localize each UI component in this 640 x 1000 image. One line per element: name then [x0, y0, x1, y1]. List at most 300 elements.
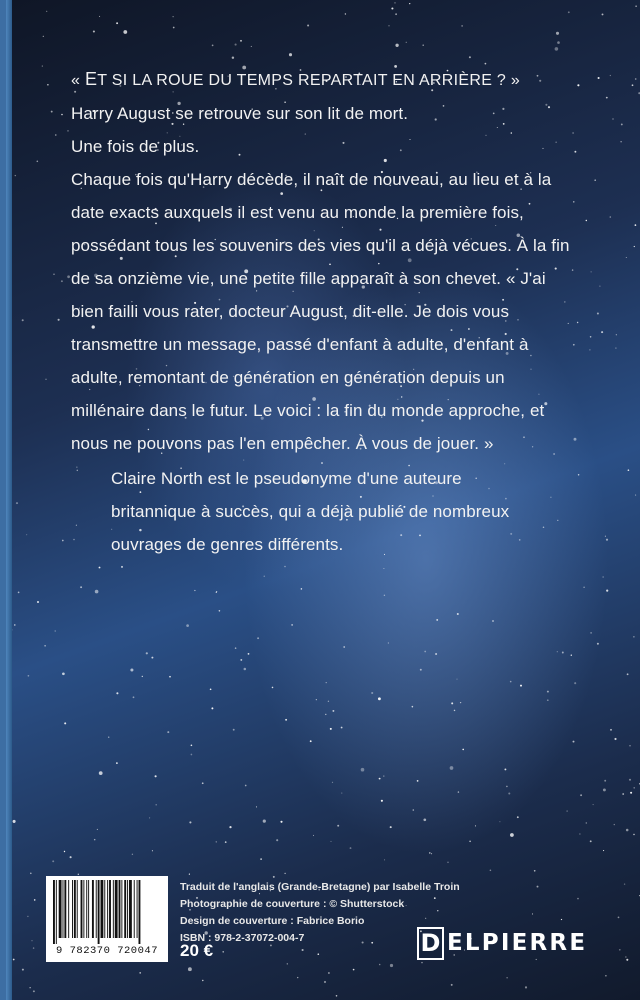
- star: [324, 981, 326, 983]
- star: [285, 719, 287, 721]
- star: [409, 3, 410, 4]
- star: [211, 707, 213, 709]
- star: [58, 319, 60, 321]
- star: [61, 280, 63, 282]
- star: [194, 590, 195, 591]
- star: [32, 940, 33, 941]
- star: [567, 811, 568, 812]
- star: [310, 740, 312, 742]
- star: [417, 780, 419, 782]
- star: [627, 673, 629, 675]
- star: [460, 702, 461, 703]
- star: [53, 274, 54, 275]
- star: [62, 672, 65, 675]
- star: [343, 646, 345, 648]
- star: [615, 347, 616, 348]
- star: [378, 697, 381, 700]
- star: [610, 216, 612, 218]
- star: [67, 275, 70, 278]
- star: [97, 829, 98, 830]
- star: [604, 780, 606, 782]
- star: [605, 975, 607, 977]
- star: [263, 820, 266, 823]
- star: [149, 817, 150, 818]
- star: [598, 77, 600, 79]
- star: [272, 687, 274, 689]
- star: [76, 525, 77, 526]
- star: [633, 636, 635, 638]
- star: [590, 840, 592, 842]
- star: [619, 949, 621, 951]
- star: [635, 78, 637, 80]
- barcode-bar: [109, 880, 111, 938]
- barcode-bar: [68, 880, 69, 938]
- star: [634, 246, 635, 247]
- star: [245, 785, 247, 787]
- star: [632, 84, 634, 86]
- star: [33, 990, 35, 992]
- barcode-bar: [96, 880, 97, 938]
- star: [216, 592, 217, 593]
- star: [73, 539, 75, 541]
- star: [458, 791, 459, 792]
- star: [431, 853, 432, 854]
- star: [55, 134, 56, 135]
- star: [14, 624, 15, 625]
- star: [603, 576, 604, 577]
- star: [601, 331, 603, 333]
- star: [76, 467, 77, 468]
- barcode-bar: [53, 880, 55, 944]
- star: [586, 220, 587, 221]
- cover-edge-strip: [6, 0, 12, 1000]
- barcode-bar: [63, 880, 64, 938]
- star: [42, 66, 43, 67]
- barcode-bar: [113, 880, 114, 938]
- barcode-bar: [77, 880, 78, 938]
- star: [15, 175, 16, 176]
- star: [525, 986, 527, 988]
- star: [70, 856, 72, 858]
- star: [316, 699, 317, 700]
- star: [413, 809, 415, 811]
- star: [139, 972, 141, 974]
- star: [240, 659, 242, 661]
- star: [629, 745, 630, 746]
- star: [132, 854, 133, 855]
- star: [27, 916, 28, 917]
- star: [77, 470, 78, 471]
- star: [326, 682, 327, 683]
- star: [99, 771, 103, 775]
- star: [574, 682, 576, 684]
- star: [46, 11, 47, 12]
- star: [534, 870, 536, 872]
- star: [34, 899, 36, 901]
- star: [583, 587, 585, 589]
- star: [317, 953, 319, 955]
- star: [188, 967, 192, 971]
- star: [307, 24, 309, 26]
- star: [260, 858, 262, 860]
- star: [33, 947, 34, 948]
- star: [169, 676, 171, 678]
- author-bio: [111, 462, 551, 561]
- barcode-bar: [72, 880, 73, 938]
- star: [388, 642, 389, 643]
- star: [212, 45, 214, 47]
- barcode-bar: [129, 880, 132, 938]
- star: [297, 977, 298, 978]
- star: [556, 32, 559, 35]
- star: [618, 917, 620, 919]
- publisher-logo-text: ELPIERRE: [447, 930, 588, 956]
- star: [264, 576, 265, 577]
- star: [391, 7, 393, 9]
- star: [189, 874, 190, 875]
- star: [146, 652, 148, 654]
- star: [384, 595, 385, 596]
- star: [142, 676, 143, 677]
- barcode-bar: [98, 880, 100, 944]
- star: [510, 681, 512, 683]
- star: [490, 870, 492, 872]
- barcode-bar: [86, 880, 87, 938]
- star: [47, 84, 49, 86]
- star: [276, 839, 278, 841]
- star: [506, 786, 508, 788]
- star: [291, 624, 293, 626]
- barcode-bar: [92, 880, 94, 938]
- star: [547, 691, 549, 693]
- star: [628, 469, 630, 471]
- star: [289, 53, 292, 56]
- star: [225, 841, 227, 843]
- star: [330, 728, 332, 730]
- star: [52, 860, 54, 862]
- star: [130, 668, 133, 671]
- star: [155, 775, 157, 777]
- star: [210, 688, 212, 690]
- star: [191, 744, 193, 746]
- barcode-bar: [64, 880, 66, 938]
- star: [395, 44, 398, 47]
- star: [621, 123, 623, 125]
- star: [411, 706, 413, 708]
- star: [244, 668, 247, 671]
- star: [577, 898, 579, 900]
- price: 20 €: [180, 941, 214, 960]
- star: [313, 835, 314, 836]
- barcode-bar: [139, 880, 141, 944]
- star: [562, 652, 564, 654]
- author-bio-text: Claire North est le pseudonyme d'une auteure britannique à succès, qui a déjà publié de nombreux ouvrages de genres différents.: [111, 469, 510, 554]
- star: [454, 710, 456, 712]
- star: [591, 271, 592, 272]
- star: [622, 793, 624, 795]
- star: [599, 286, 600, 287]
- star: [614, 824, 615, 825]
- star: [379, 964, 381, 966]
- star: [26, 534, 27, 535]
- barcode-bar: [88, 880, 89, 938]
- star: [332, 710, 334, 712]
- credit-isbn: ISBN : 978-2-37072-004-7: [180, 932, 305, 944]
- blurb: [71, 63, 581, 460]
- credit-photo: Photographie de couverture : © Shutterstock: [180, 898, 405, 910]
- star: [557, 41, 560, 44]
- star: [280, 821, 282, 823]
- barcode-bar: [59, 880, 62, 938]
- star: [94, 839, 96, 841]
- star: [406, 42, 407, 43]
- star: [390, 826, 392, 828]
- star: [167, 731, 169, 733]
- publisher-logo: [417, 925, 587, 961]
- star: [123, 30, 127, 34]
- star: [557, 520, 558, 521]
- star: [435, 653, 437, 655]
- star: [557, 651, 558, 652]
- star: [384, 859, 385, 860]
- star: [492, 620, 494, 622]
- star: [504, 768, 506, 770]
- star: [186, 624, 189, 627]
- star: [235, 44, 237, 46]
- star: [330, 841, 331, 842]
- barcode-bar: [124, 880, 126, 938]
- star: [633, 834, 634, 835]
- publisher-logo-letter: D: [417, 927, 444, 960]
- star: [191, 754, 193, 756]
- star: [606, 590, 608, 592]
- tagline: « ET SI LA ROUE DU TEMPS REPARTAIT EN ARRIÈRE ? »: [71, 69, 521, 89]
- star: [61, 114, 63, 116]
- star: [532, 913, 533, 914]
- star: [248, 653, 250, 655]
- star: [30, 987, 31, 988]
- star: [603, 788, 606, 791]
- star: [45, 379, 46, 380]
- star: [606, 97, 608, 99]
- star: [462, 749, 464, 751]
- star: [251, 46, 252, 47]
- star: [287, 963, 288, 964]
- star: [547, 699, 549, 701]
- star: [594, 179, 596, 181]
- star: [189, 821, 191, 823]
- star: [37, 161, 39, 163]
- barcode-bar: [115, 880, 118, 938]
- star: [589, 349, 590, 350]
- star: [625, 956, 626, 957]
- star: [371, 692, 373, 694]
- star: [626, 959, 628, 961]
- star: [202, 980, 203, 981]
- star: [395, 13, 397, 15]
- star: [450, 766, 454, 770]
- star: [233, 729, 235, 731]
- star: [379, 778, 381, 780]
- barcode-bar: [81, 880, 83, 938]
- star: [284, 566, 286, 568]
- star: [51, 111, 53, 113]
- star: [457, 613, 459, 615]
- star: [332, 782, 333, 783]
- star: [64, 851, 65, 852]
- star: [345, 13, 346, 14]
- star: [635, 495, 636, 496]
- star: [508, 792, 510, 794]
- star: [517, 816, 519, 818]
- barcode-bar: [137, 880, 138, 938]
- star: [610, 75, 611, 76]
- star: [13, 820, 16, 823]
- star: [202, 782, 204, 784]
- star: [624, 883, 625, 884]
- star: [568, 11, 570, 13]
- star: [590, 336, 592, 338]
- star: [28, 675, 30, 677]
- star: [219, 610, 221, 612]
- star: [108, 736, 109, 737]
- star: [80, 586, 82, 588]
- star: [510, 833, 514, 837]
- star: [173, 27, 175, 29]
- blurb-paragraph: Chaque fois qu'Harry décède, il naît de nouveau, au lieu et à la date exacts auxquels il est venu au monde la première fois, possédant tous les souvenirs des vies qu'il a déjà vécues. À la fin de sa onzième vie, une petite fille apparaît à son chevet. « J'ai bien failli vous rater, docteur August, dit-elle. Je dois vous transmettre un message, passé d'enfant à adulte, d'enfant à adulte, remontant de génération en génération depuis un millénaire dans le futur. Le voici : la fin du monde approche, et nous ne pouvons pas l'en empêcher. À vous de jouer. »: [71, 170, 570, 453]
- star: [353, 969, 355, 971]
- star: [421, 962, 422, 963]
- star: [626, 829, 629, 832]
- star: [451, 702, 453, 704]
- star: [301, 588, 303, 590]
- star: [469, 840, 471, 842]
- star: [302, 949, 304, 951]
- star: [390, 964, 393, 967]
- star: [537, 886, 539, 888]
- star: [99, 567, 101, 569]
- star: [635, 5, 636, 6]
- star: [394, 2, 395, 3]
- barcode-bar: [134, 880, 135, 938]
- star: [436, 619, 438, 621]
- star: [614, 738, 616, 740]
- star: [30, 873, 32, 875]
- star: [597, 643, 599, 645]
- star: [229, 826, 231, 828]
- star: [99, 16, 100, 17]
- credit-translation: Traduit de l'anglais (Grande-Bretagne) par Isabelle Troin: [180, 881, 460, 893]
- star: [152, 850, 153, 851]
- star: [429, 852, 431, 854]
- barcode-bar: [74, 880, 76, 938]
- star: [586, 822, 587, 823]
- star: [232, 56, 234, 58]
- barcode-bar: [121, 880, 122, 938]
- star: [325, 714, 326, 715]
- barcode-bar: [101, 880, 104, 938]
- star: [116, 22, 118, 24]
- barcode-bar: [83, 880, 84, 938]
- star: [257, 637, 259, 639]
- star: [383, 568, 384, 569]
- star: [555, 47, 559, 51]
- star: [337, 825, 339, 827]
- star: [388, 25, 389, 26]
- barcode-bar: [104, 880, 105, 938]
- star: [469, 56, 471, 58]
- star: [328, 972, 330, 974]
- star: [18, 592, 20, 594]
- blurb-paragraph: Une fois de plus.: [71, 137, 200, 156]
- star: [520, 685, 522, 687]
- star: [605, 536, 606, 537]
- star: [580, 794, 582, 796]
- star: [451, 984, 453, 986]
- star: [603, 850, 604, 851]
- star: [62, 540, 64, 542]
- star: [616, 334, 617, 335]
- star: [328, 701, 329, 702]
- star: [44, 645, 46, 647]
- star: [22, 319, 24, 321]
- star: [273, 876, 275, 878]
- star: [635, 224, 637, 226]
- star: [13, 959, 15, 961]
- star: [606, 539, 608, 541]
- star: [155, 804, 157, 806]
- star: [573, 741, 575, 743]
- star: [506, 977, 507, 978]
- star: [121, 566, 123, 568]
- star: [630, 792, 632, 794]
- star: [381, 800, 383, 802]
- blurb-paragraph: Harry August se retrouve sur son lit de mort.: [71, 104, 409, 123]
- star: [350, 847, 352, 849]
- star: [461, 25, 463, 27]
- star: [593, 804, 594, 805]
- star: [612, 118, 613, 119]
- barcode-bar: [107, 880, 108, 938]
- star: [341, 793, 342, 794]
- star: [67, 130, 68, 131]
- barcode-bar: [56, 880, 57, 944]
- barcode-digits: 9 782370 720047: [55, 945, 158, 957]
- star: [423, 818, 426, 821]
- star: [383, 775, 384, 776]
- star: [235, 647, 237, 649]
- credit-design: Design de couverture : Fabrice Borio: [180, 915, 365, 927]
- star: [256, 806, 257, 807]
- star: [597, 312, 599, 314]
- star: [116, 692, 118, 694]
- star: [336, 995, 338, 997]
- star: [95, 590, 99, 594]
- barcode-bar: [127, 880, 128, 938]
- star: [447, 862, 449, 864]
- star: [499, 821, 500, 822]
- star: [620, 141, 621, 142]
- star: [116, 762, 118, 764]
- star: [571, 655, 572, 656]
- star: [610, 729, 612, 731]
- star: [602, 13, 604, 15]
- star: [240, 40, 242, 42]
- star: [456, 679, 457, 680]
- star: [626, 257, 627, 258]
- star: [341, 727, 343, 729]
- star: [93, 30, 95, 32]
